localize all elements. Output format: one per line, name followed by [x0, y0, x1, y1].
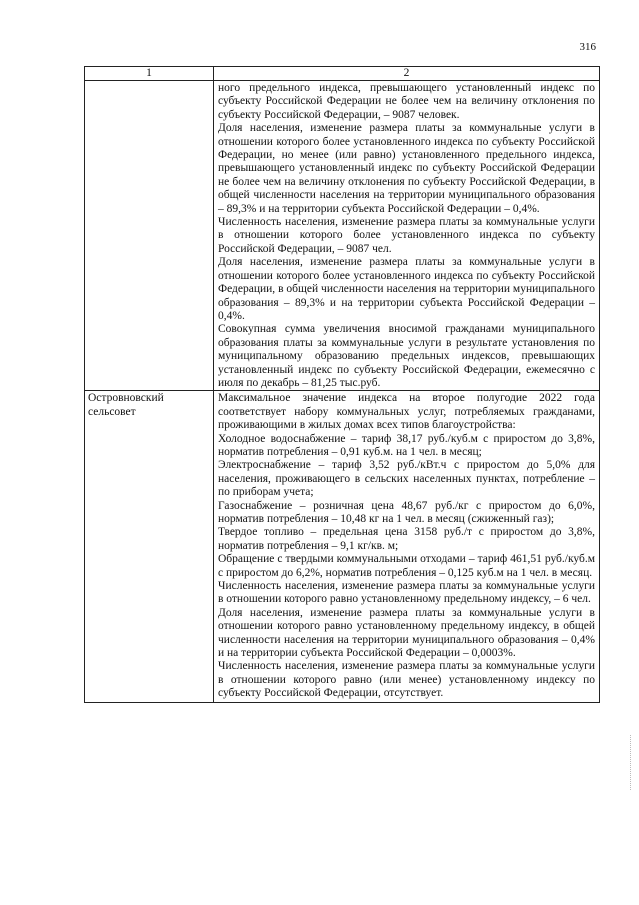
paragraph: Совокупная сумма увеличения вносимой гражданами муниципального образования платы за коммунальные услуги в результате установления по муниципальному образованию предельных индексов, превышающих установленный индекс по субъекту Российской Федерации, ежемесячно с июля по декабрь – 81,25 тыс.руб.	[218, 323, 595, 389]
municipality-cell: Островновский сельсовет	[85, 391, 214, 702]
paragraph: Доля населения, изменение размера платы за коммунальные услуги в отношении которого более установленного индекса по субъекту Российской Федерации, но менее (или равно) установленного предельного индекса, превышающего установленный индекс по субъекту Российской Федерации не более чем на величину отклонения по субъекту Российской Федерации, в общей численности населения на территории муниципального образования – 89,3% и на территории субъекта Российской Федерации – 0,4%.	[218, 122, 595, 215]
paragraph: Доля населения, изменение размера платы за коммунальные услуги в отношении которого более установленного индекса по субъекту Российской Федерации, в общей численности населения на территории муниципального образования – 89,3% и на территории субъекта Российской Федерации – 0,4%.	[218, 256, 595, 322]
table-row	[85, 81, 600, 391]
table-header-row	[85, 67, 600, 81]
page-number: 316	[579, 41, 596, 53]
paragraph: Максимальное значение индекса на второе полугодие 2022 года соответствует набору коммунальных услуг, потребляемых гражданами, проживающими в жилых домах всех типов благоустройства:	[218, 392, 595, 432]
paragraph: Газоснабжение – розничная цена 48,67 руб./кг с приростом до 6,0%, норматив потребления – 10,48 кг на 1 чел. в месяц (сжиженный газ);	[218, 499, 595, 525]
paragraph: Электроснабжение – тариф 3,52 руб./кВт.ч с приростом до 5,0% для населения, проживающего в сельских населенных пунктах, потребление – по приборам учета;	[218, 459, 595, 499]
margin-scan-mark	[629, 735, 631, 790]
paragraph: Обращение с твердыми коммунальными отходами – тариф 461,51 руб./куб.м с приростом до 6,2%, норматив потребления – 0,125 куб.м на 1 чел. в месяц.	[218, 553, 595, 579]
table-row	[85, 391, 600, 702]
paragraph: Численность населения, изменение размера платы за коммунальные услуги в отношении которого более установленного индекса по субъекту Российской Федерации, – 9087 чел.	[218, 216, 595, 255]
column-header-1: 1	[85, 67, 214, 81]
paragraph: Холодное водоснабжение – тариф 38,17 руб./куб.м с приростом до 3,8%, норматив потребления – 0,91 куб.м. на 1 чел. в месяц;	[218, 432, 595, 458]
description-cell	[214, 81, 600, 391]
paragraph: Численность населения, изменение размера платы за коммунальные услуги в отношении которого равно (или менее) установленному индексу по субъекту Российской Федерации, отсутствует.	[218, 660, 595, 700]
document-table	[84, 66, 600, 703]
description-cell	[214, 391, 600, 702]
paragraph: Доля населения, изменение размера платы за коммунальные услуги в отношении которого равно установленному предельному индексу, в общей численности населения на территории муниципального образования – 0,4% и на территории субъекта Российской Федерации – 0,0003%.	[218, 606, 595, 660]
paragraph: ного предельного индекса, превышающего установленный индекс по субъекту Российской Федерации не более чем на величину отклонения по субъекту Российской Федерации, – 9087 человек.	[218, 82, 595, 121]
column-header-2: 2	[214, 67, 600, 81]
municipality-cell	[85, 81, 214, 391]
paragraph: Численность населения, изменение размера платы за коммунальные услуги в отношении которого равно установленному предельному индексу, – 6 чел.	[218, 580, 595, 606]
paragraph: Твердое топливо – предельная цена 3158 руб./т с приростом до 3,8%, норматив потребления – 9,1 кг/кв. м;	[218, 526, 595, 552]
